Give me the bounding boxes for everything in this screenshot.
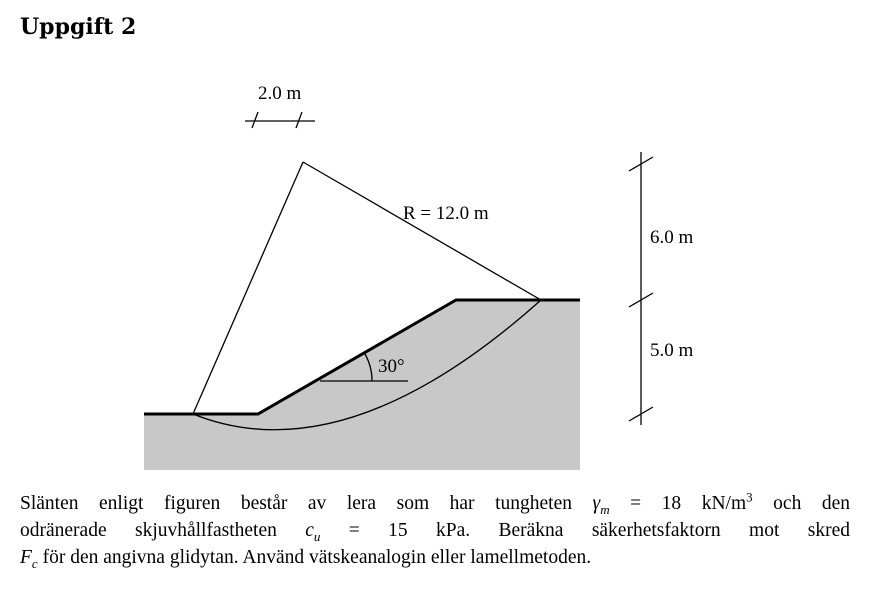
width-tick-left [252, 112, 258, 128]
radius-line-left [193, 162, 303, 414]
radius-label: R = 12.0 m [403, 203, 489, 224]
height-bottom-label: 5.0 m [650, 340, 694, 361]
problem-line-2: odränerade skjuvhållfastheten $c_u = 15$ kPa. Beräkna säkerhetsfaktorn mot skred [20, 520, 850, 544]
width-dimension-label: 2.0 m [258, 83, 302, 104]
soil-body [144, 300, 580, 470]
height-top-label: 6.0 m [650, 227, 694, 248]
problem-text [20, 490, 850, 571]
problem-line-3: $F_c$ för den angivna glidytan. Använd vätskeanalogin eller lamellmetoden. [20, 547, 592, 571]
problem-line-1: Slänten enligt figuren består av lera som har tungheten $\gamma_m = 18$ $kN/m^3$ och den [20, 489, 851, 517]
angle-label: 30° [378, 356, 405, 377]
radius-line-right [303, 162, 541, 300]
page-title: Uppgift 2 [20, 14, 137, 40]
width-tick-right [296, 112, 302, 128]
